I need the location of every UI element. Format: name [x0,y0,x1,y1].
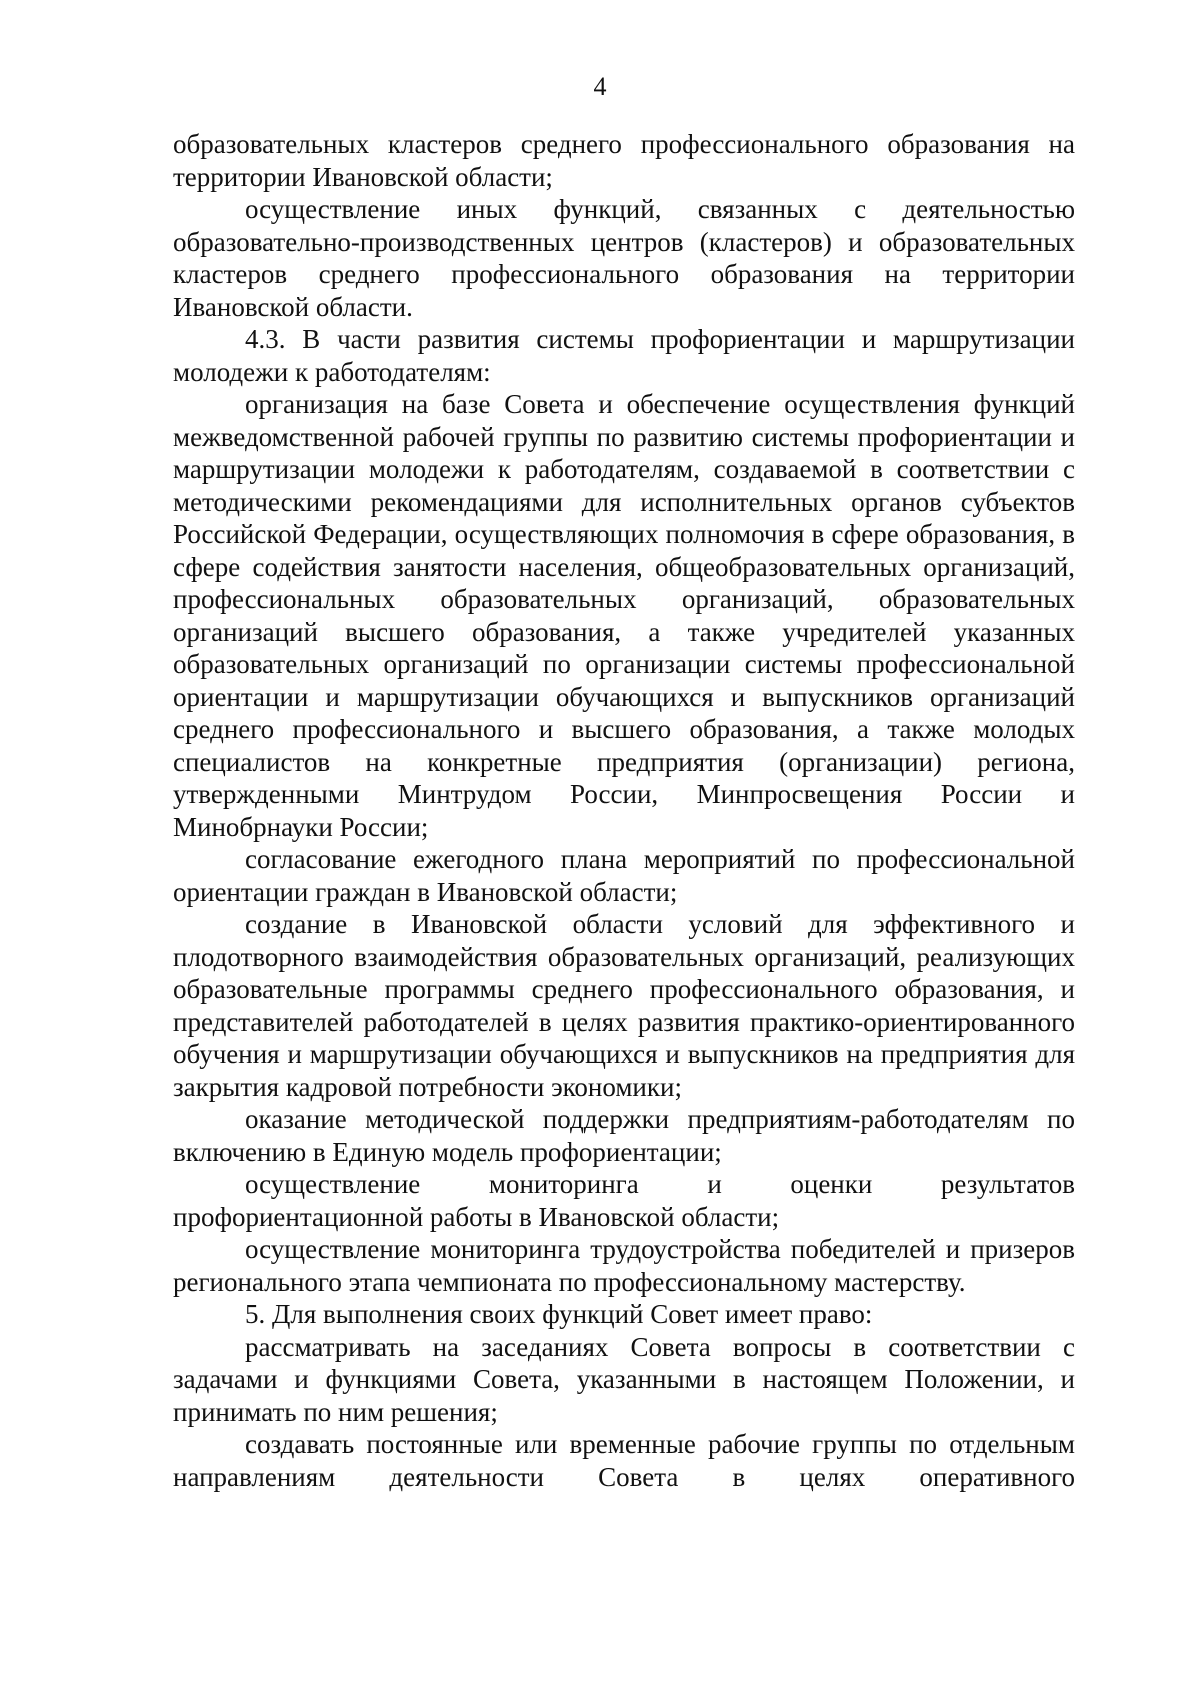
document-body [173,128,1075,1493]
paragraph: рассматривать на заседаниях Совета вопросы в соответствии с задачами и функциями Совета, указанными в настоящем Положении, и принимать по ним решения; [173,1331,1075,1427]
paragraph: создавать постоянные или временные рабочие группы по отдельным направлениям деятельности Совета в целях оперативного [173,1429,1075,1492]
section-heading-4-3: 4.3. В части развития системы профориентации и маршрутизации молодежи к работодателям: [173,324,1075,387]
paragraph: осуществление иных функций, связанных с деятельностью образовательно-производственных центров (кластеров) и образовательных кластеров среднего профессионального образования на территории Ивановской области. [173,194,1075,322]
paragraph: организация на базе Совета и обеспечение осуществления функций межведомственной рабочей группы по развитию системы профориентации и маршрутизации молодежи к работодателям, создаваемой в соответствии с методическими рекомендациями для исполнительных органов субъектов Российской Федерации, осуществляющих полномочия в сфере образования, в сфере содействия занятости населения, общеобразовательных организаций, профессиональных образовательных организаций, образовательных организаций высшего образования, а также учредителей указанных образовательных организаций по организации системы профессиональной ориентации и маршрутизации обучающихся и выпускников организаций среднего профессионального и высшего образования, а также молодых специалистов на конкретные предприятия (организации) региона, утвержденными Минтрудом России, Минпросвещения России и Минобрнауки России; [173,389,1075,842]
paragraph: осуществление мониторинга и оценки результатов профориентационной работы в Ивановской области; [173,1169,1075,1232]
paragraph: согласование ежегодного плана мероприятий по профессиональной ориентации граждан в Ивановской области; [173,844,1075,907]
page-number: 4 [593,72,607,101]
paragraph: оказание методической поддержки предприятиям-работодателям по включению в Единую модель профориентации; [173,1104,1075,1167]
paragraph: осуществление мониторинга трудоустройства победителей и призеров регионального этапа чемпионата по профессиональному мастерству. [173,1234,1075,1297]
section-heading-5: 5. Для выполнения своих функций Совет имеет право: [245,1299,873,1329]
paragraph: создание в Ивановской области условий для эффективного и плодотворного взаимодействия образовательных организаций, реализующих образовательные программы среднего профессионального образования, и представителей работодателей в целях развития практико-ориентированного обучения и маршрутизации обучающихся и выпускников на предприятия для закрытия кадровой потребности экономики; [173,909,1075,1102]
paragraph: образовательных кластеров среднего профессионального образования на территории Ивановской области; [173,129,1075,192]
